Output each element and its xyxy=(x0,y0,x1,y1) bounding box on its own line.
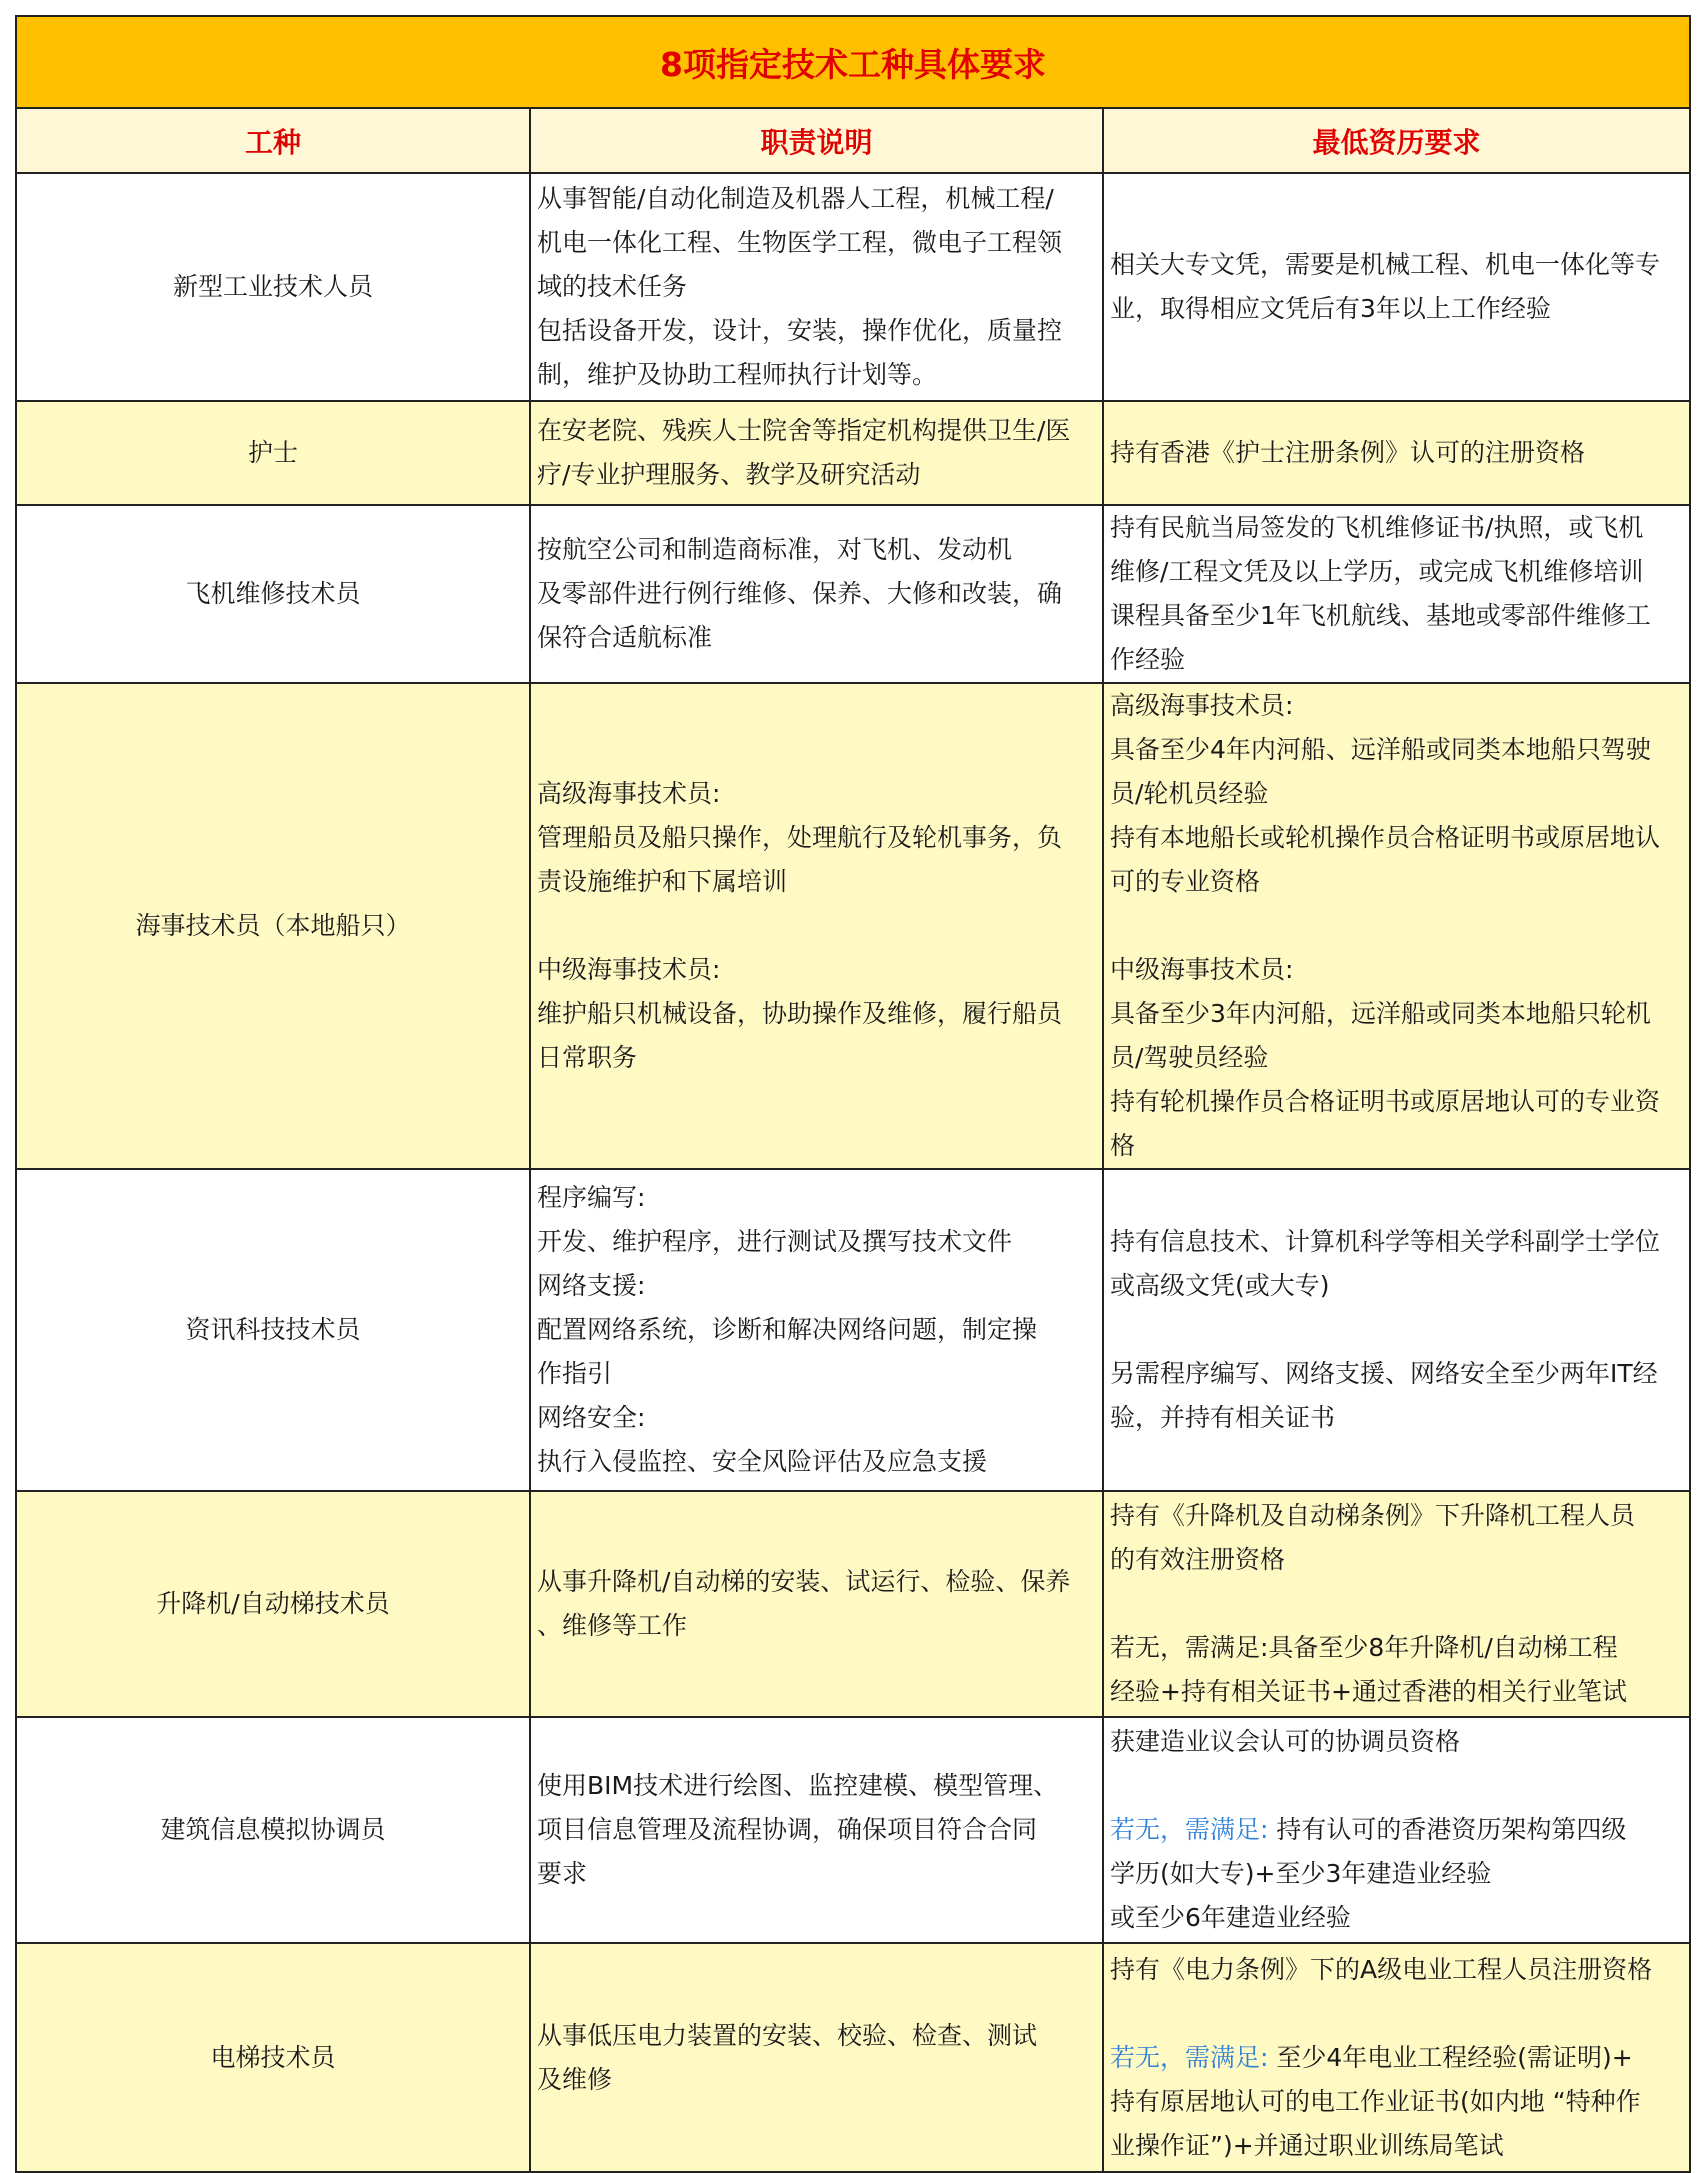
requirement-cell xyxy=(1103,505,1689,683)
duty-line: 及维修 xyxy=(537,2064,613,2094)
requirement-line: 经验+持有相关证书+通过香港的相关行业笔试 xyxy=(1110,1677,1627,1706)
duty-line: 从事智能/自动化制造及机器人工程，机械工程/ xyxy=(537,184,1054,213)
header-job: 工种 xyxy=(17,109,530,173)
requirement-line: 维修/工程文凭及以上学历，或完成飞机维修培训 xyxy=(1110,557,1644,586)
requirement-line: 业，取得相应文凭后有3年以上工作经验 xyxy=(1110,294,1551,323)
requirement-line: 可的专业资格 xyxy=(1110,867,1261,896)
requirement-line xyxy=(1110,1808,1683,1852)
alternative-condition-label: 若无，需满足: xyxy=(1110,2042,1269,2072)
requirement-line: 业操作证”)+并通过职业训练局笔试 xyxy=(1110,2130,1504,2160)
duty-line: 责设施维护和下属培训 xyxy=(537,867,788,896)
requirement-line: 持有本地船长或轮机操作员合格证明书或原居地认 xyxy=(1110,823,1661,852)
duty-line: 管理船员及船只操作，处理航行及轮机事务，负 xyxy=(537,823,1063,852)
requirement-line: 的有效注册资格 xyxy=(1110,1545,1286,1574)
alternative-condition-label: 若无，需满足: xyxy=(1110,1815,1269,1844)
spacer xyxy=(537,904,1096,948)
duty-line: 保符合适航标准 xyxy=(537,623,713,652)
spacer xyxy=(1110,1582,1683,1626)
requirement-text: 持有认可的香港资历架构第四级 xyxy=(1268,1815,1627,1844)
table-row xyxy=(17,1943,1689,2171)
job-name: 海事技术员（本地船只） xyxy=(17,683,530,1169)
requirement-line: 若无，需满足:具备至少8年升降机/自动梯工程 xyxy=(1110,1633,1618,1662)
header-row xyxy=(17,109,1689,173)
requirement-line: 或高级文凭(或大专) xyxy=(1110,1271,1330,1300)
job-name: 飞机维修技术员 xyxy=(17,505,530,683)
duty-cell xyxy=(530,1717,1103,1943)
spacer xyxy=(1110,1308,1683,1352)
table-row xyxy=(17,1169,1689,1491)
duty-line: 维护船只机械设备，协助操作及维修，履行船员 xyxy=(537,999,1063,1028)
requirement-line: 持有《电力条例》下的A级电业工程人员注册资格 xyxy=(1110,1954,1653,1984)
duty-line: 要求 xyxy=(537,1859,588,1888)
requirement-cell xyxy=(1103,1717,1689,1943)
duty-line: 配置网络系统，诊断和解决网络问题，制定操 xyxy=(537,1315,1038,1344)
duty-line: 作指引 xyxy=(537,1359,613,1388)
duty-line: 从事升降机/自动梯的安装、试运行、检验、保养 xyxy=(537,1567,1071,1596)
job-name: 新型工业技术人员 xyxy=(17,173,530,401)
requirement-cell xyxy=(1103,1169,1689,1491)
requirement-line: 中级海事技术员: xyxy=(1110,955,1294,984)
requirement-cell xyxy=(1103,1943,1689,2171)
duty-line: 及零部件进行例行维修、保养、大修和改装，确 xyxy=(537,579,1063,608)
table-row xyxy=(17,683,1689,1169)
job-name: 资讯科技技术员 xyxy=(17,1169,530,1491)
spacer xyxy=(1110,1764,1683,1808)
requirement-cell xyxy=(1103,401,1689,505)
requirement-line: 员/驾驶员经验 xyxy=(1110,1043,1269,1072)
table-row xyxy=(17,505,1689,683)
duty-line: 使用BIM技术进行绘图、监控建模、模型管理、 xyxy=(537,1771,1059,1800)
spacer xyxy=(1110,904,1683,948)
duty-line: 中级海事技术员: xyxy=(537,955,721,984)
duty-line: 域的技术任务 xyxy=(537,272,688,301)
requirement-line: 格 xyxy=(1110,1131,1136,1160)
duty-cell xyxy=(530,1169,1103,1491)
duty-line: 程序编写: xyxy=(537,1183,646,1212)
duty-cell xyxy=(530,1943,1103,2171)
duty-line: 制，维护及协助工程师执行计划等。 xyxy=(537,360,938,389)
header-duty: 职责说明 xyxy=(530,109,1103,173)
table-row xyxy=(17,1717,1689,1943)
job-name: 电梯技术员 xyxy=(17,1943,530,2171)
table-title: 8项指定技术工种具体要求 xyxy=(17,17,1689,109)
duty-line: 网络支援: xyxy=(537,1271,646,1300)
duty-cell xyxy=(530,1491,1103,1717)
requirement-line: 学历(如大专)+至少3年建造业经验 xyxy=(1110,1859,1492,1888)
requirement-cell xyxy=(1103,173,1689,401)
requirement-line: 课程具备至少1年飞机航线、基地或零部件维修工 xyxy=(1110,601,1651,630)
duty-cell xyxy=(530,683,1103,1169)
requirement-line: 持有原居地认可的电工作业证书(如内地 “特种作 xyxy=(1110,2086,1641,2116)
duty-line: 执行入侵监控、安全风险评估及应急支援 xyxy=(537,1447,988,1476)
duty-line: 在安老院、残疾人士院舍等指定机构提供卫生/医 xyxy=(537,416,1071,445)
requirement-line: 持有民航当局签发的飞机维修证书/执照，或飞机 xyxy=(1110,513,1644,542)
requirement-line: 持有《升降机及自动梯条例》下升降机工程人员 xyxy=(1110,1501,1636,1530)
requirement-line xyxy=(1110,2036,1683,2080)
duty-line: 机电一体化工程、生物医学工程，微电子工程领 xyxy=(537,228,1063,257)
table-row xyxy=(17,401,1689,505)
header-requirement: 最低资历要求 xyxy=(1103,109,1689,173)
duty-line: 疗/专业护理服务、教学及研究活动 xyxy=(537,460,921,489)
table-row xyxy=(17,1491,1689,1717)
job-name: 护士 xyxy=(17,401,530,505)
requirement-line: 获建造业议会认可的协调员资格 xyxy=(1110,1727,1461,1756)
spacer xyxy=(1110,1992,1683,2036)
requirement-line: 持有香港《护士注册条例》认可的注册资格 xyxy=(1110,438,1586,467)
requirement-cell xyxy=(1103,683,1689,1169)
duty-line: 开发、维护程序，进行测试及撰写技术文件 xyxy=(537,1227,1013,1256)
duty-cell xyxy=(530,401,1103,505)
requirement-line: 具备至少3年内河船，远洋船或同类本地船只轮机 xyxy=(1110,999,1651,1028)
requirement-line: 持有信息技术、计算机科学等相关学科副学士学位 xyxy=(1110,1227,1661,1256)
requirements-table xyxy=(17,109,1689,2171)
requirement-line: 具备至少4年内河船、远洋船或同类本地船只驾驶 xyxy=(1110,735,1651,764)
duty-cell xyxy=(530,505,1103,683)
requirement-cell xyxy=(1103,1491,1689,1717)
requirement-line: 作经验 xyxy=(1110,645,1186,674)
duty-line: 按航空公司和制造商标准，对飞机、发动机 xyxy=(537,535,1013,564)
duty-line: 包括设备开发，设计，安装，操作优化，质量控 xyxy=(537,316,1063,345)
requirement-line: 高级海事技术员: xyxy=(1110,691,1294,720)
job-name: 升降机/自动梯技术员 xyxy=(17,1491,530,1717)
duty-line: 日常职务 xyxy=(537,1043,638,1072)
duty-line: 从事低压电力装置的安装、校验、检查、测试 xyxy=(537,2020,1038,2050)
requirement-line: 持有轮机操作员合格证明书或原居地认可的专业资 xyxy=(1110,1087,1661,1116)
requirement-line: 员/轮机员经验 xyxy=(1110,779,1269,808)
requirement-line: 验，并持有相关证书 xyxy=(1110,1403,1336,1432)
duty-line: 项目信息管理及流程协调，确保项目符合合同 xyxy=(537,1815,1038,1844)
requirement-line: 另需程序编写、网络支援、网络安全至少两年IT经 xyxy=(1110,1359,1658,1388)
requirements-sheet xyxy=(15,15,1691,2173)
table-row xyxy=(17,173,1689,401)
requirement-line: 或至少6年建造业经验 xyxy=(1110,1903,1351,1932)
requirement-text: 至少4年电业工程经验(需证明)+ xyxy=(1268,2042,1633,2072)
job-name: 建筑信息模拟协调员 xyxy=(17,1717,530,1943)
duty-line: 网络安全: xyxy=(537,1403,646,1432)
duty-cell xyxy=(530,173,1103,401)
requirement-line: 相关大专文凭，需要是机械工程、机电一体化等专 xyxy=(1110,250,1661,279)
duty-line: 、维修等工作 xyxy=(537,1611,688,1640)
duty-line: 高级海事技术员: xyxy=(537,779,721,808)
